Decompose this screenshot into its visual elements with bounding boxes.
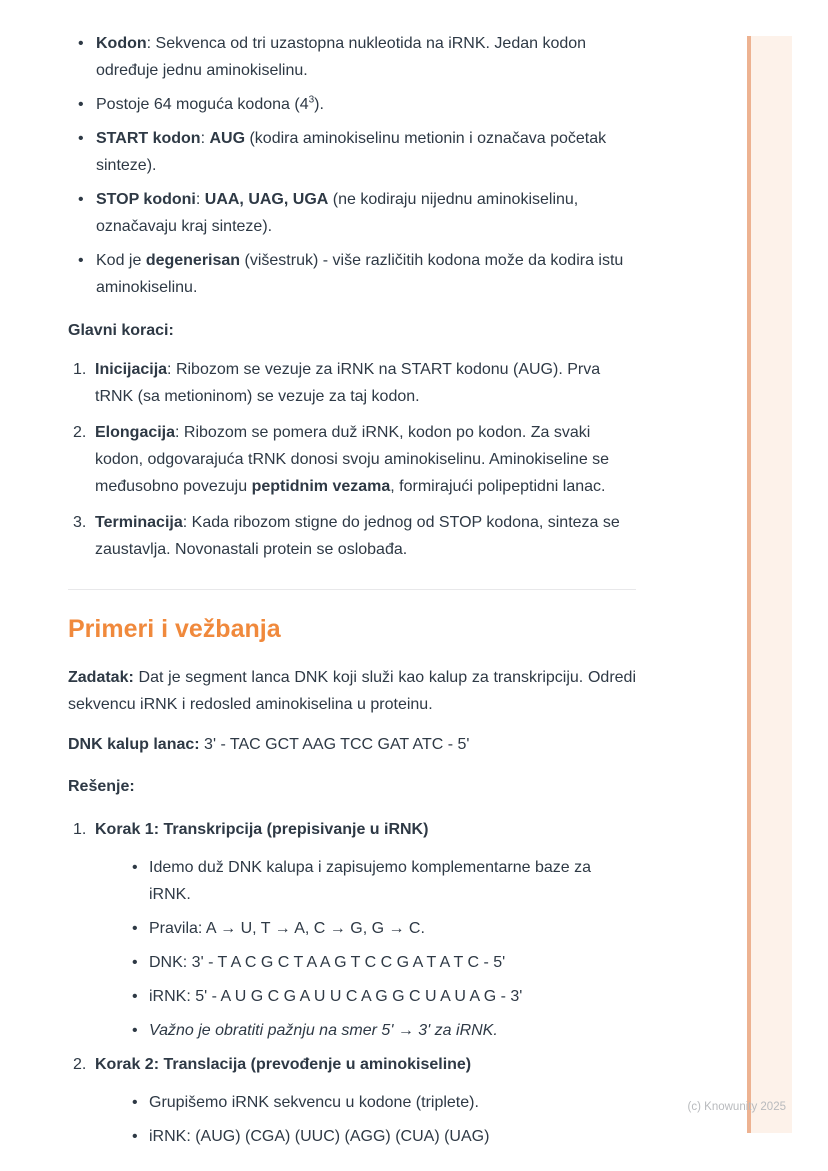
list-item-text: Elongacija: Ribozom se pomera duž iRNK, kodon po kodon. Za svaki kodon, odgovarajuća tRNK donosi svoju aminokiselinu. Aminokiseline se međusobno povezuju peptidnim vezama, formirajući polipeptidni lanac.	[95, 424, 610, 495]
bullet-icon: •	[132, 954, 138, 971]
glavni-koraci-heading: Glavni koraci:	[68, 322, 174, 339]
numbered-item	[68, 419, 636, 500]
resenje-heading: Rešenje:	[68, 778, 135, 795]
list-item-text: Terminacija: Kada ribozom stigne do jednog od STOP kodona, sinteza se zaustavlja. Novonastali protein se oslobađa.	[95, 514, 620, 558]
list-item	[68, 186, 636, 240]
bullet-icon: •	[132, 988, 138, 1005]
glavni-koraci-list	[68, 356, 636, 563]
list-item-text: Važno je obratiti pažnju na smer 5' → 3' za iRNK.	[149, 1022, 498, 1039]
bullet-icon: •	[78, 191, 84, 208]
numbered-item	[68, 356, 636, 410]
list-item	[95, 1017, 636, 1044]
list-number: 3.	[73, 514, 87, 531]
bullet-icon: •	[132, 1128, 138, 1145]
bullet-icon: •	[132, 920, 138, 937]
list-number: 1.	[73, 821, 87, 838]
bullet-icon: •	[78, 35, 84, 52]
step-title: Korak 2: Translacija (prevođenje u aminokiseline)	[95, 1056, 472, 1073]
list-item	[68, 125, 636, 179]
list-item-text: Grupišemo iRNK sekvencu u kodone (triplete).	[149, 1094, 479, 1111]
list-item	[95, 854, 636, 908]
solution-step	[68, 1051, 636, 1150]
step-bullets	[95, 1089, 636, 1150]
section-divider	[68, 589, 636, 590]
list-item-text: START kodon: AUG (kodira aminokiselinu metionin i označava početak sinteze).	[96, 130, 607, 174]
list-number: 2.	[73, 424, 87, 441]
solution-step	[68, 816, 636, 1044]
copyright-watermark: (c) Knowunity 2025	[687, 1101, 786, 1113]
zadatak-paragraph: Zadatak: Dat je segment lanca DNK koji služi kao kalup za transkripciju. Odredi sekvencu iRNK i redosled aminokiselina u proteinu.	[68, 669, 636, 713]
list-item-text: Pravila: A → U, T → A, C → G, G → C.	[149, 920, 425, 937]
list-item-text: Kod je degenerisan (višestruk) - više različitih kodona može da kodira istu aminokiselinu.	[96, 252, 624, 296]
step-title: Korak 1: Transkripcija (prepisivanje u iRNK)	[95, 821, 429, 838]
section-title: Primeri i vežbanja	[68, 615, 281, 643]
side-accent-strip	[747, 36, 792, 1133]
list-item	[95, 983, 636, 1010]
list-item	[68, 30, 636, 84]
list-item	[68, 91, 636, 118]
list-item-text: iRNK: 5' - A U G C G A U U C A G G C U A U A G - 3'	[149, 988, 523, 1005]
list-number: 1.	[73, 361, 87, 378]
list-item-text: iRNK: (AUG) (CGA) (UUC) (AGG) (CUA) (UAG)	[149, 1128, 490, 1145]
step-bullets	[95, 854, 636, 1044]
numbered-item	[68, 509, 636, 563]
list-item-text: Postoje 64 moguća kodona $(4^3)$.	[96, 94, 324, 113]
list-item-text: Kodon: Sekvenca od tri uzastopna nukleotida na iRNK. Jedan kodon određuje jednu aminokiselinu.	[96, 35, 587, 79]
list-item-text: Idemo duž DNK kalupa i zapisujemo komplementarne baze za iRNK.	[149, 859, 592, 903]
bullet-icon: •	[78, 130, 84, 147]
bullet-icon: •	[132, 1094, 138, 1111]
list-item	[95, 915, 636, 942]
list-item-text: Inicijacija: Ribozom se vezuje za iRNK na START kodonu (AUG). Prva tRNK (sa metioninom) se vezuje za taj kodon.	[95, 361, 601, 405]
list-item	[95, 1123, 636, 1150]
bullet-icon: •	[132, 1022, 138, 1039]
list-item-text: DNK: 3' - T A C G C T A A G T C C G A T A T C - 5'	[149, 954, 506, 971]
list-item	[95, 949, 636, 976]
document-content	[68, 30, 636, 1157]
list-item	[68, 247, 636, 301]
solution-steps-list	[68, 816, 636, 1150]
bullet-icon: •	[78, 252, 84, 269]
list-item-text: STOP kodoni: UAA, UAG, UGA (ne kodiraju nijednu aminokiselinu, označavaju kraj sinteze).	[96, 191, 579, 235]
codon-facts-list	[68, 30, 636, 301]
dnk-kalup-line: DNK kalup lanac: 3' - TAC GCT AAG TCC GAT ATC - 5'	[68, 736, 470, 753]
bullet-icon: •	[132, 859, 138, 876]
bullet-icon: •	[78, 96, 84, 113]
list-number: 2.	[73, 1056, 87, 1073]
list-item	[95, 1089, 636, 1116]
